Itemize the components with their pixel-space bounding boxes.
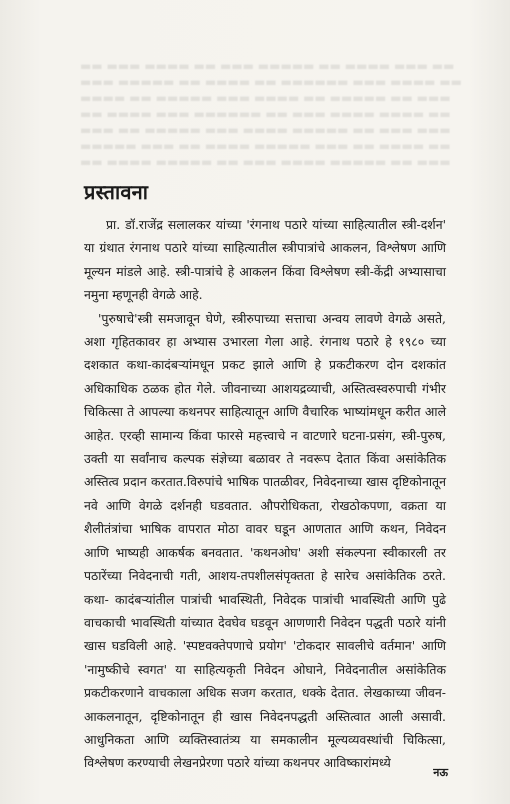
- paragraph-1: प्रा. डॉ.राजेंद्र सलालकर यांच्या 'रंगनाथ पठारे यांच्या साहित्यातील स्त्री-दर्शन' या ग्रंथात रंगनाथ पठारे यांच्या साहित्यातील स्त्रीपात्रांचे आकलन, विश्लेषण आणि मूल्यन मांडले आहे. स्त्री-पात्रांचे हे आकलन किंवा विश्लेषण स्त्री-केंद्री अभ्यासाचा नमुना म्हणूनही वेगळे आहे.: [84, 217, 446, 303]
- page-heading: प्रस्तावना: [84, 180, 149, 204]
- show-through-text: ▬▬ ▬▬▬ ▬▬▬▬ ▬▬ ▬▬▬ ▬▬▬▬▬ ▬▬ ▬▬▬▬ ▬▬▬ ▬▬ ▬▬▬ ▬▬▬▬▬ ▬▬ ▬▬▬▬ ▬▬ ▬▬▬▬▬▬ ▬▬▬ ▬▬▬▬ ▬▬ ▬▬▬▬ ▬▬ ▬▬▬▬▬ ▬▬▬ ▬▬▬▬ ▬▬ ▬▬▬▬▬ ▬▬ ▬▬▬ ▬▬ ▬▬▬▬ ▬▬▬ ▬▬▬▬▬▬ ▬▬ ▬▬▬ ▬▬▬▬ ▬▬▬▬ ▬▬ ▬▬▬ ▬▬ ▬▬▬▬▬ ▬▬▬ ▬▬▬▬ ▬▬▬▬▬ ▬▬ ▬▬▬ ▬▬▬ ▬▬▬▬▬ ▬▬▬ ▬▬ ▬▬▬▬ ▬▬▬▬▬ ▬▬▬ ▬▬ ▬▬▬▬ ▬▬ ▬▬ ▬▬▬▬ ▬▬▬▬▬ ▬▬ ▬▬▬ ▬▬▬▬ ▬▬▬▬▬ ▬▬ ▬▬▬: [80, 59, 462, 169]
- body-text: [84, 213, 446, 775]
- paragraph-2: 'पुरुषाचे'स्त्री समजावून घेणे, स्त्रीरुपाच्या सत्ताचा अन्वय लावणे वेगळे असते, अशा गृहितकावर हा अभ्यास उभारला गेला आहे. रंगनाथ पठारे हे १९८० च्या दशकात कथा-कादंबऱ्यांमधून प्रकट झाले आणि हे प्रकटीकरण दोन दशकांत अधिकाधिक ठळक होत गेले. जीवनाच्या आशयद्रव्याची, अस्तित्वस्वरुपाची गंभीर चिकित्सा ते आपल्या कथनपर साहित्यातून आणि वैचारिक भाष्यांमधून करीत आले आहेत. एरव्ही सामान्य किंवा फारसे महत्त्वाचे न वाटणारे घटना-प्रसंग, स्त्री-पुरुष, उक्ती या सर्वांनाच कल्पक संज्ञेच्या बळावर ते नवरूप देतात किंवा असांकेतिक अस्तित्व प्रदान करतात.विरुपांचे भाषिक पातळीवर, निवेदनाच्या खास दृष्टिकोनातून नवे आणि वेगळे दर्शनही घडवतात. औपरोधिकता, रोखठोकपणा, वक्रता या शैलीतंत्रांचा भाषिक वापरात मोठा वावर घडून आणतात आणि कथन, निवेदन आणि भाष्यही आकर्षक बनवतात. 'कथनओघ' अशी संकल्पना स्वीकारली तर पठारेंच्या निवेदनाची गती, आशय-तपशीलसंपृक्तता हे सारेच असांकेतिक ठरते. कथा- कादंबऱ्यांतील पात्रांची भावस्थिती, निवेदक पात्रांची भावस्थिती आणि पुढे वाचकाची भावस्थिती यांच्यात देवघेव घडवून आणणारी निवेदन पद्धती पठारे यांनी खास घडविली आहे. 'स्पष्टवक्तेपणाचे प्रयोग' 'टोकदार सावलीचे वर्तमान' आणि 'नामुष्कीचे स्वगत' या साहित्यकृती निवेदन ओघाने, निवेदनातील असांकेतिक प्रकटीकरणाने वाचकाला अधिक सजग करतात, धक्के देतात. लेखकाच्या जीवन-आकलनातून, दृष्टिकोनातून ही खास निवेदनपद्धती अस्तित्वात आली असावी. आधुनिकता आणि व्यक्तिस्वातंत्र्य या समकालीन मूल्यव्यवस्थांची चिकित्सा, विश्लेषण करण्याची लेखनप्रेरणा पठारे यांच्या कथनपर आविष्कारांमध्ये: [84, 310, 446, 771]
- page-number: नऊ: [433, 766, 448, 779]
